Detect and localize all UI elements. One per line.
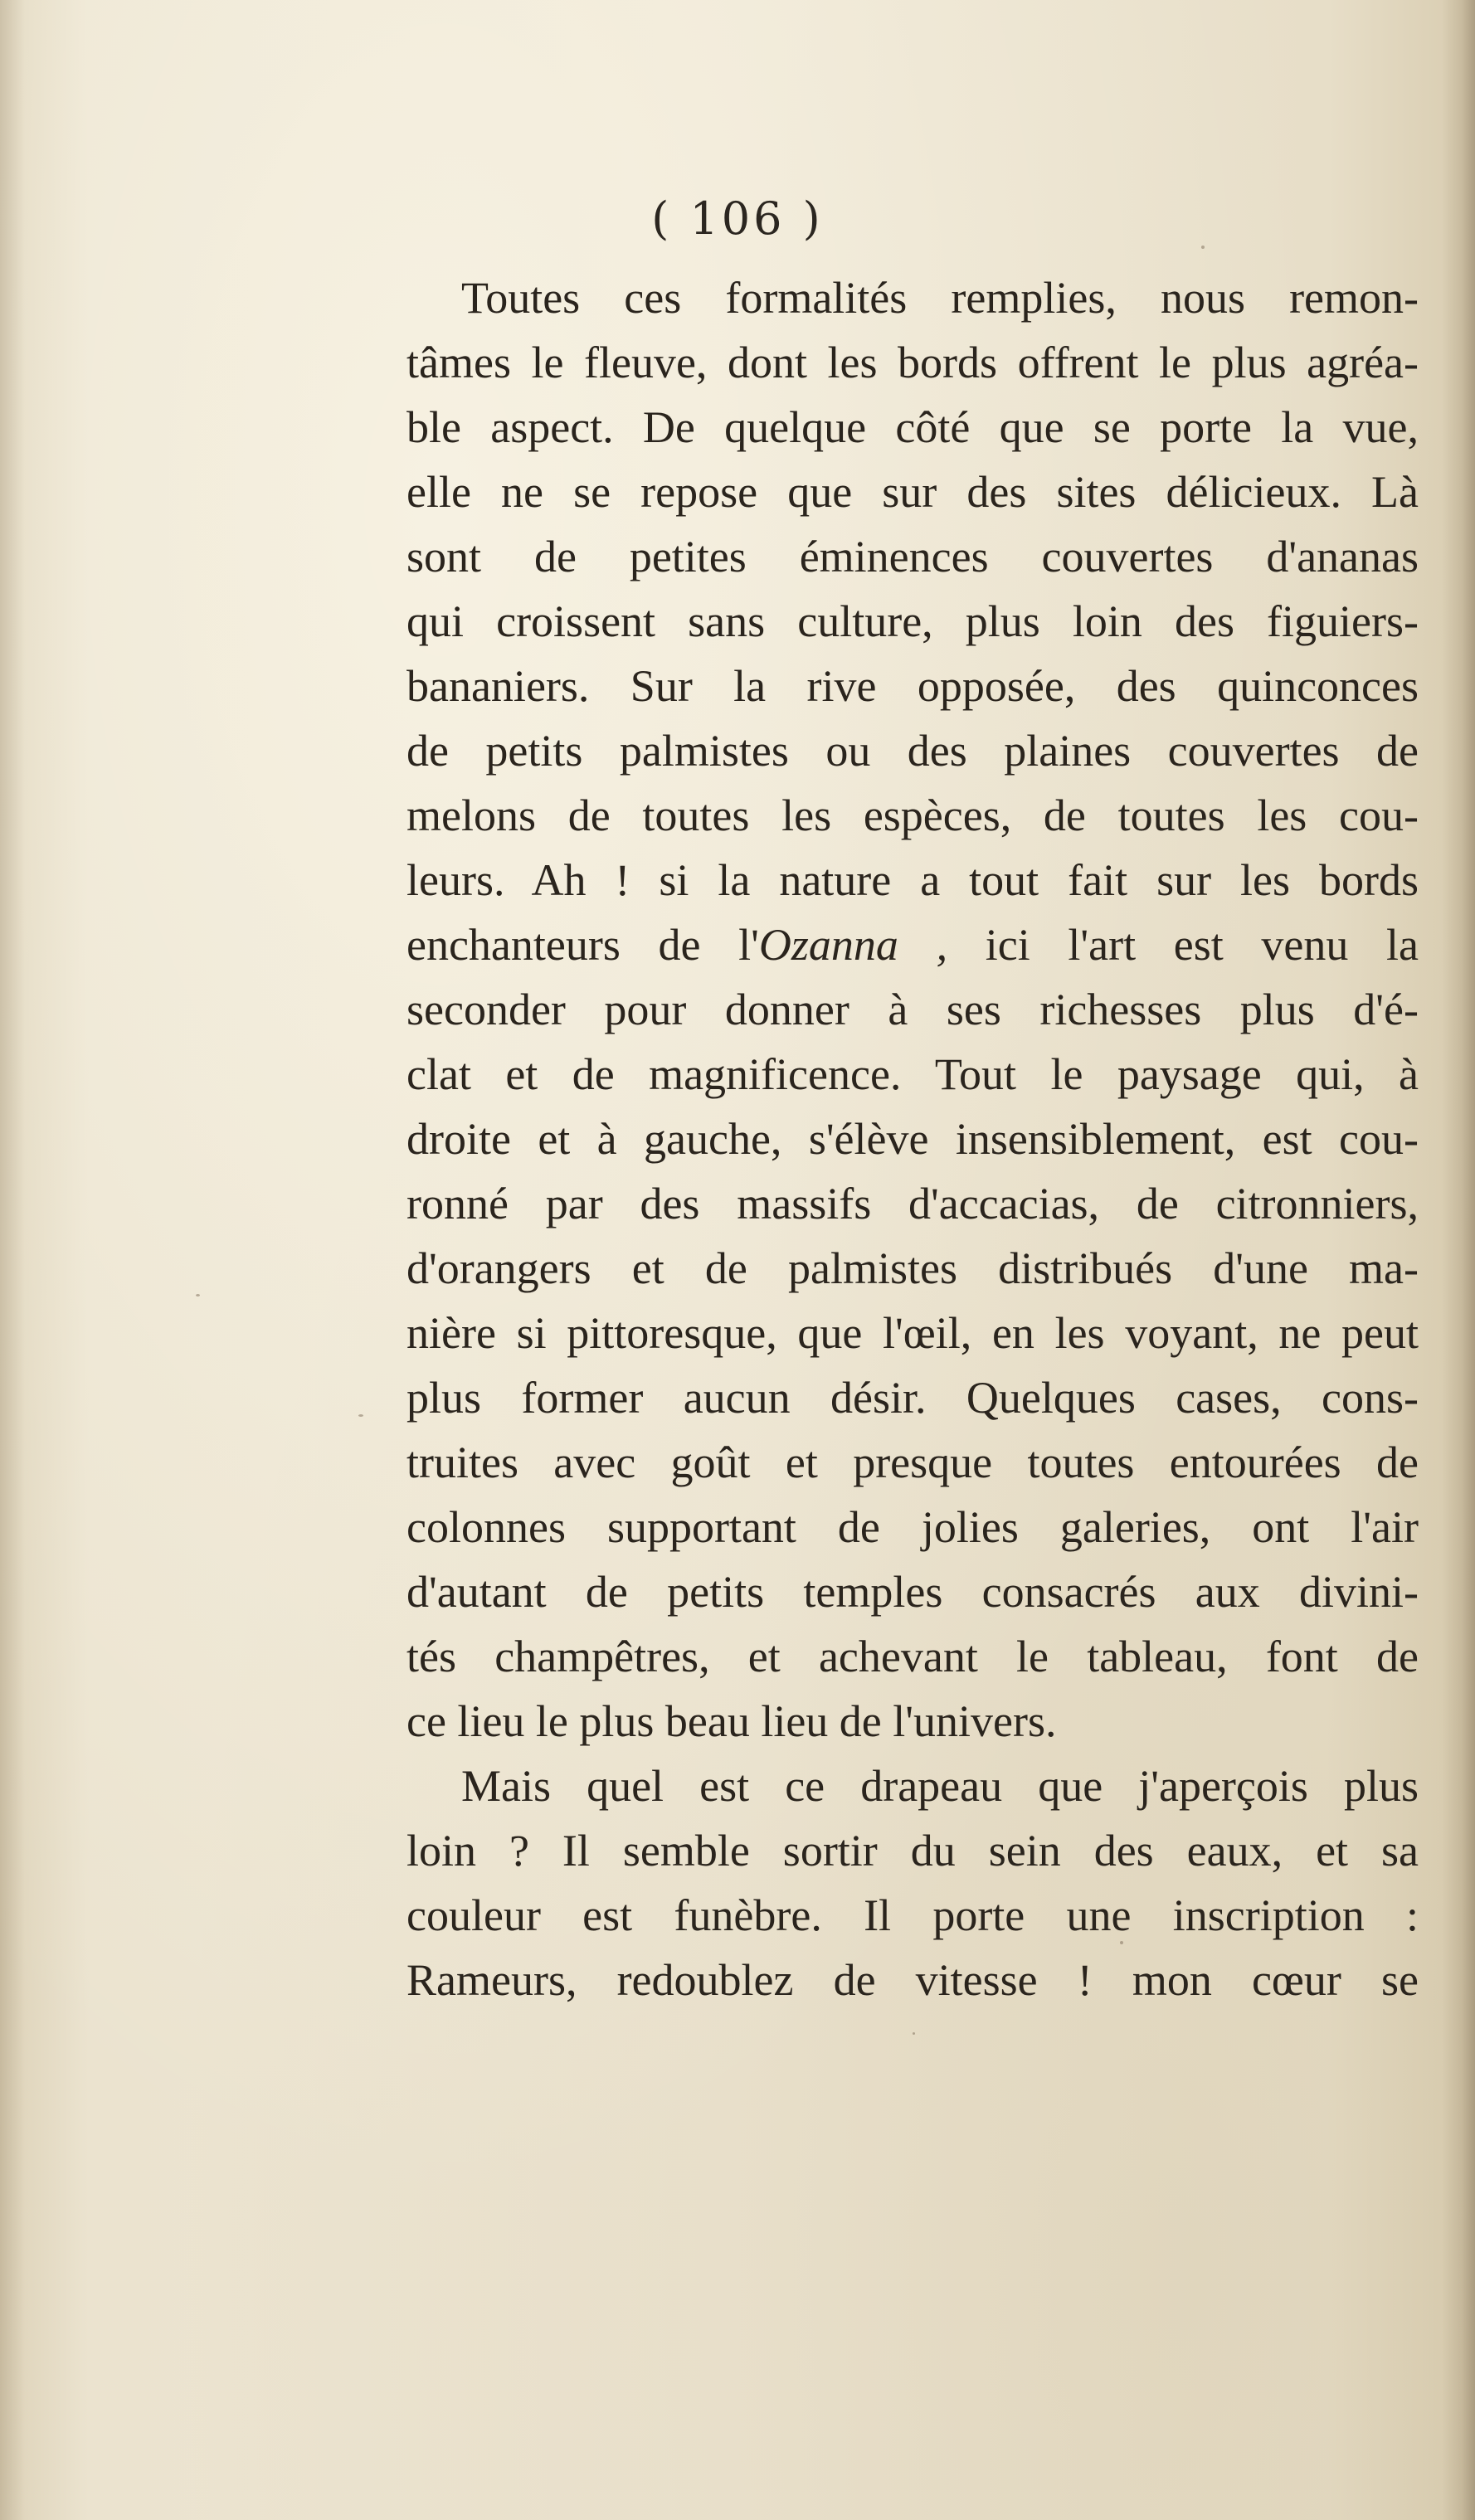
text-line: melons de toutes les espèces, de toutes les cou- bbox=[406, 791, 1419, 840]
text-line: ce lieu le plus beau lieu de l'univers. bbox=[406, 1696, 1057, 1746]
text-line: droite et à gauche, s'élève insensiblement, est cou- bbox=[406, 1114, 1419, 1164]
text-line: leurs. Ah ! si la nature a tout fait sur les bords bbox=[406, 855, 1419, 905]
text-line: colonnes supportant de jolies galeries, ont l'air bbox=[406, 1502, 1419, 1552]
text-line: d'autant de petits temples consacrés aux divini- bbox=[406, 1567, 1419, 1617]
text-line: plus former aucun désir. Quelques cases, cons- bbox=[406, 1373, 1419, 1423]
text-line: tâmes le fleuve, dont les bords offrent le plus agréa- bbox=[406, 338, 1419, 387]
text-line: nière si pittoresque, que l'œil, en les voyant, ne peut bbox=[406, 1308, 1419, 1358]
text-line: elle ne se repose que sur des sites délicieux. Là bbox=[406, 467, 1419, 517]
paper-speck bbox=[196, 1294, 200, 1296]
text-line: seconder pour donner à ses richesses plus d'é- bbox=[406, 985, 1419, 1034]
page-number: ( 106 ) bbox=[651, 192, 824, 245]
text-line: tés champêtres, et achevant le tableau, font de bbox=[406, 1632, 1419, 1681]
italic-place-name: Ozanna , bbox=[758, 920, 948, 970]
body-text bbox=[406, 265, 1419, 2012]
paper-speck bbox=[358, 1414, 363, 1417]
page-left-shadow bbox=[0, 0, 25, 2520]
text-line: truites avec goût et presque toutes entourées de bbox=[406, 1438, 1419, 1487]
text-line: clat et de magnificence. Tout le paysage qui, à bbox=[406, 1049, 1419, 1099]
text-line: Mais quel est ce drapeau que j'aperçois plus bbox=[461, 1761, 1419, 1811]
text-line: sont de petites éminences couvertes d'ananas bbox=[406, 532, 1419, 581]
text-line: couleur est funèbre. Il porte une inscription : bbox=[406, 1890, 1419, 1940]
text-line: Rameurs, redoublez de vitesse ! mon cœur se bbox=[406, 1955, 1419, 2005]
text-line: qui croissent sans culture, plus loin des figuiers- bbox=[406, 596, 1419, 646]
paper-speck bbox=[913, 2032, 915, 2035]
text-line: de petits palmistes ou des plaines couvertes de bbox=[406, 726, 1419, 776]
text-line: ble aspect. De quelque côté que se porte la vue, bbox=[406, 402, 1419, 452]
page-right-edge bbox=[1442, 0, 1475, 2520]
text-line: ronné par des massifs d'accacias, de citronniers, bbox=[406, 1179, 1419, 1228]
text-segment: enchanteurs de l' bbox=[406, 920, 759, 970]
paragraph bbox=[406, 1754, 1419, 2012]
text-line: bananiers. Sur la rive opposée, des quinconces bbox=[406, 661, 1419, 711]
paper-speck bbox=[1201, 246, 1205, 249]
text-line bbox=[406, 912, 1419, 977]
text-segment: ici l'art est venu la bbox=[947, 920, 1419, 970]
text-line: d'orangers et de palmistes distribués d'une ma- bbox=[406, 1243, 1419, 1293]
text-line: loin ? Il semble sortir du sein des eaux, et sa bbox=[406, 1826, 1419, 1875]
paragraph bbox=[406, 265, 1419, 1754]
text-line: Toutes ces formalités remplies, nous remon- bbox=[461, 273, 1419, 323]
